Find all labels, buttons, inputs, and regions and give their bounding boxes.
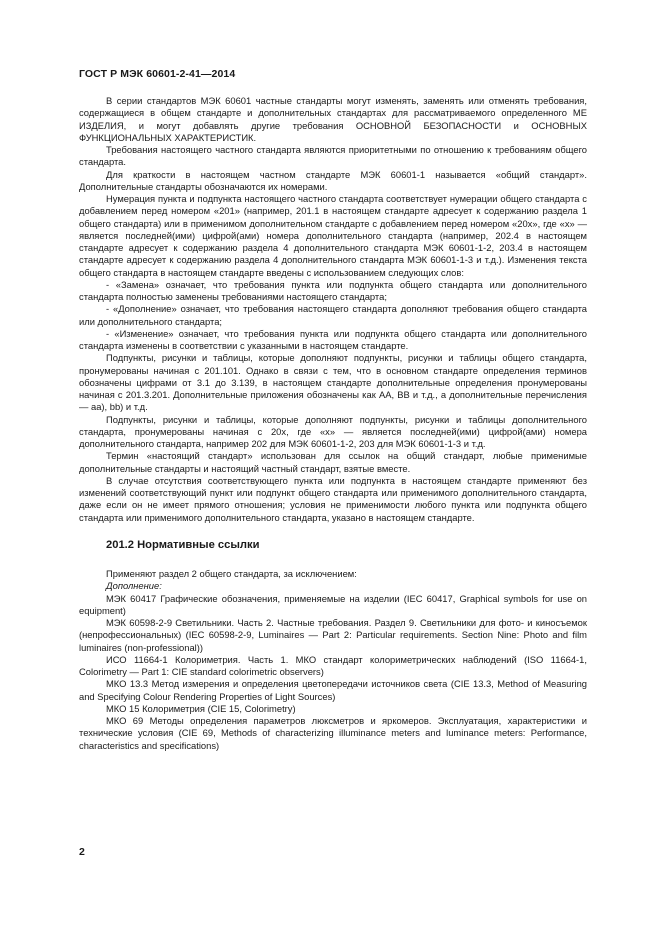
paragraph: Подпункты, рисунки и таблицы, которые дополняют подпункты, рисунки и таблицы дополнительного стандарта, пронумерованы начиная с 20x, где «x» — является последней(ими) цифрой(ами) номера дополнительного стандарта, например 202 для МЭК 60601-1-2, 203 для МЭК 60601-1-3 и т.д.	[79, 413, 587, 449]
paragraph: Подпункты, рисунки и таблицы, которые дополняют подпункты, рисунки и таблицы общего стандарта, пронумерованы начиная с 201.101. Однако в связи с тем, что в основном стандарте определения терминов обозначены цифрами от 3.1 до 3.139, в настоящем стандарте дополнительные определения пронумерованы начиная с 201.3.201. Дополнительные приложения обозначены как АА, ВВ и т.д., а дополнительные перечисления — аа), bb) и т.д.	[79, 352, 587, 413]
paragraph: Требования настоящего частного стандарта являются приоритетными по отношению к требованиям общего стандарта.	[79, 144, 587, 168]
page-number: 2	[79, 846, 85, 858]
reference-item: МЭК 60598-2-9 Светильники. Часть 2. Частные требования. Раздел 9. Светильники для фото- и киносъемок (непрофессиональных) (IEC 60598-2-9, Luminaires — Part 2: Particular requirements. Section Nine: Photo and film luminaires (non-professional))	[79, 617, 587, 653]
reference-item: МКО 69 Методы определения параметров люксметров и яркомеров. Эксплуатация, характеристики и технические условия (CIE 69, Methods of characterizing illuminance meters and luminance meters: Performance, characteristics and specifications)	[79, 715, 587, 751]
section-lead: Применяют раздел 2 общего стандарта, за исключением:	[106, 568, 357, 579]
list-item: - «Замена» означает, что требования пункта или подпункта общего стандарта или дополнительного стандарта полностью заменены требованиями настоящего стандарта;	[79, 278, 587, 302]
section-title: 201.2 Нормативные ссылки	[106, 538, 260, 551]
reference-item: ИСО 11664-1 Колориметрия. Часть 1. МКО стандарт колориметрических наблюдений (ISO 11664-1, Colorimetry — Part 1: CIE standard colorimetric observers)	[79, 653, 587, 677]
list-item: - «Изменение» означает, что требования пункта или подпункта общего стандарта или дополнительного стандарта изменены в соответствии с указанными в настоящем стандарте.	[79, 327, 587, 351]
reference-item: МКО 13.3 Метод измерения и определения цветопередачи источников света (CIE 13.3, Method of Measuring and Specifying Colour Rendering Properties of Light Sources)	[79, 678, 587, 702]
addition-label: Дополнение:	[106, 580, 162, 592]
paragraph: Термин «настоящий стандарт» использован для ссылок на общий стандарт, любые применимые дополнительные стандарты и настоящий частный стандарт, взятые вместе.	[79, 450, 587, 474]
document-body	[79, 95, 587, 752]
reference-item: МКО 15 Колориметрия (CIE 15, Colorimetry)	[106, 702, 296, 714]
paragraph: В случае отсутствия соответствующего пункта или подпункта в настоящем стандарте применяют без изменений соответствующий пункт или подпункт общего стандарта или применимого дополнительного стандарта, даже если он не имеет прямого отношения; условия не применимости любого пункта или подпункта общего стандарта или применимого дополнительного стандарта, указано в настоящем стандарте.	[79, 474, 587, 523]
document-header: ГОСТ Р МЭК 60601-2-41—2014	[79, 68, 236, 80]
paragraph: В серии стандартов МЭК 60601 частные стандарты могут изменять, заменять или отменять требования, содержащиеся в общем стандарте и дополнительных стандартах для рассматриваемого определенного МЕ ИЗДЕЛИЯ, и могут добавлять другие требования ОСНОВНОЙ БЕЗОПАСНОСТИ и ОСНОВНЫХ ФУНКЦИОНАЛЬНЫХ ХАРАКТЕРИСТИК.	[79, 95, 587, 143]
reference-item: МЭК 60417 Графические обозначения, применяемые на изделии (IEC 60417, Graphical symbols for use on equipment)	[79, 592, 587, 616]
paragraph: Для краткости в настоящем частном стандарте МЭК 60601-1 называется «общий стандарт». Дополнительные стандарты обозначаются их номерами.	[79, 168, 587, 192]
list-item: - «Дополнение» означает, что требования настоящего стандарта дополняют требования общего стандарта или дополнительного стандарта;	[79, 303, 587, 327]
paragraph: Нумерация пункта и подпункта настоящего частного стандарта соответствует нумерации общего стандарта с добавлением перед номером «201» (например, 201.1 в настоящем стандарте адресует к содержанию раздела 1 общего стандарта) или в применимом дополнительном стандарте с добавлением перед номером «20x», где «x» — является последней(ими) цифрой(ами) номера дополнительного стандарта (например, 202.4 в настоящем стандарте адресует к содержанию раздела 4 дополнительного стандарта МЭК 60601-1-2, 203.4 в настоящем стандарте адресует к содержанию раздела 4 дополнительного стандарта МЭК 60601-1-3 и т.д.). Изменения текста общего стандарта в настоящем стандарте введены с использованием следующих слов:	[79, 193, 587, 278]
